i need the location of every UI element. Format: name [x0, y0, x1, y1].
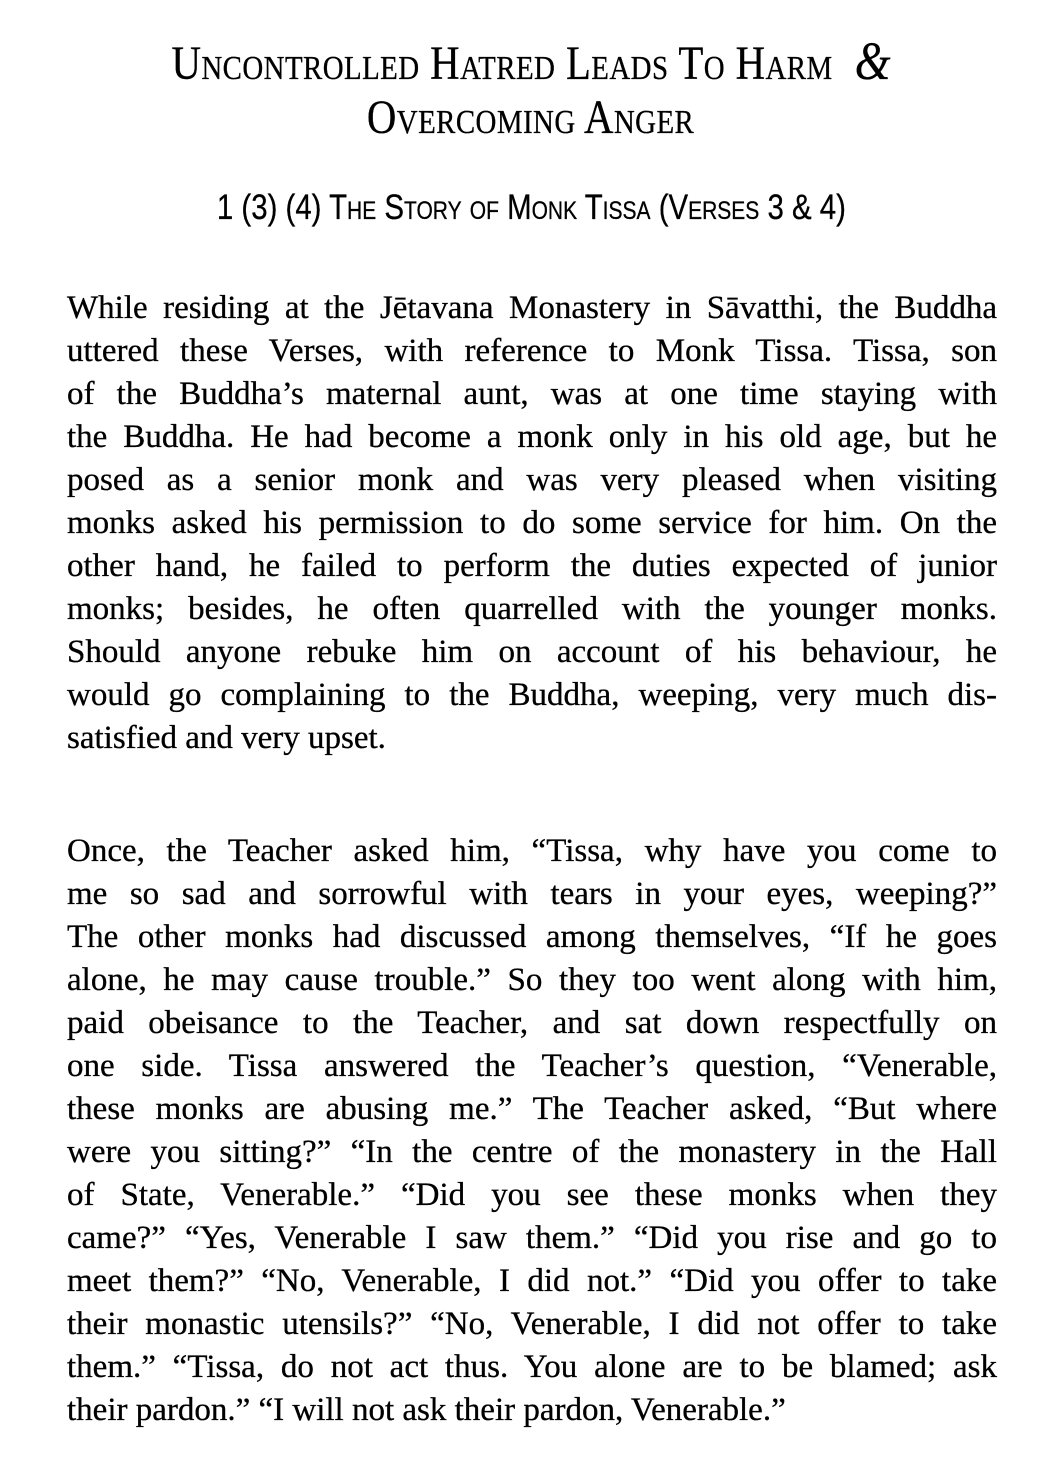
text-line: uttered these Verses, with reference to Monk Tissa. Tissa, son [67, 333, 997, 369]
text-line: alone, he may cause trouble.” So they too went along with him, [67, 962, 997, 998]
text-line: were you sitting?” “In the centre of the monastery in the Hall [67, 1134, 997, 1170]
text-line: the Buddha. He had become a monk only in his old age, but he [67, 419, 997, 455]
text-line: one side. Tissa answered the Teacher’s question, “Venerable, [67, 1048, 997, 1084]
page-title-line-2 [0, 91, 1062, 145]
text-line: of State, Venerable.” “Did you see these monks when they [67, 1177, 997, 1213]
story-subtitle-text: 1 (3) (4) The Story of Monk Tissa (Verses 3 & 4) [216, 188, 846, 227]
text-line: would go complaining to the Buddha, weeping, very much dis- [67, 677, 997, 713]
text-line: me so sad and sorrowful with tears in your eyes, weeping?” [67, 876, 997, 912]
page-title-line-1 [0, 31, 1062, 91]
text-line: monks asked his permission to do some service for him. On the [67, 505, 997, 541]
text-line: of the Buddha’s maternal aunt, was at one time staying with [67, 376, 997, 412]
swash-ampersand-ornament: & [854, 31, 891, 91]
text-line: Should anyone rebuke him on account of his behaviour, he [67, 634, 997, 670]
text-line: other hand, he failed to perform the duties expected of junior [67, 548, 997, 584]
text-line: their pardon.” “I will not ask their pardon, Venerable.” [67, 1392, 786, 1428]
text-line: While residing at the Jētavana Monastery in Sāvatthi, the Buddha [67, 290, 997, 326]
text-line: them.” “Tissa, do not act thus. You alone are to be blamed; ask [67, 1349, 997, 1385]
page-title [0, 31, 1062, 145]
story-paragraph-2 [67, 830, 997, 1432]
story-paragraph-1 [67, 287, 997, 760]
text-line: came?” “Yes, Venerable I saw them.” “Did you rise and go to [67, 1220, 997, 1256]
text-line: paid obeisance to the Teacher, and sat down respectfully on [67, 1005, 997, 1041]
story-subtitle [0, 186, 1062, 230]
text-line: monks; besides, he often quarrelled with the younger monks. [67, 591, 997, 627]
text-line: The other monks had discussed among themselves, “If he goes [67, 919, 997, 955]
text-line: meet them?” “No, Venerable, I did not.” “Did you offer to take [67, 1263, 997, 1299]
text-line: these monks are abusing me.” The Teacher asked, “But where [67, 1091, 997, 1127]
text-line: posed as a senior monk and was very pleased when visiting [67, 462, 997, 498]
page-title-text-2: Overcoming Anger [367, 91, 695, 144]
page-title-text-1: Uncontrolled Hatred Leads To Harm [171, 37, 833, 90]
text-line: Once, the Teacher asked him, “Tissa, why have you come to [67, 833, 997, 869]
text-line: satisfied and very upset. [67, 720, 386, 756]
text-line: their monastic utensils?” “No, Venerable, I did not offer to take [67, 1306, 997, 1342]
